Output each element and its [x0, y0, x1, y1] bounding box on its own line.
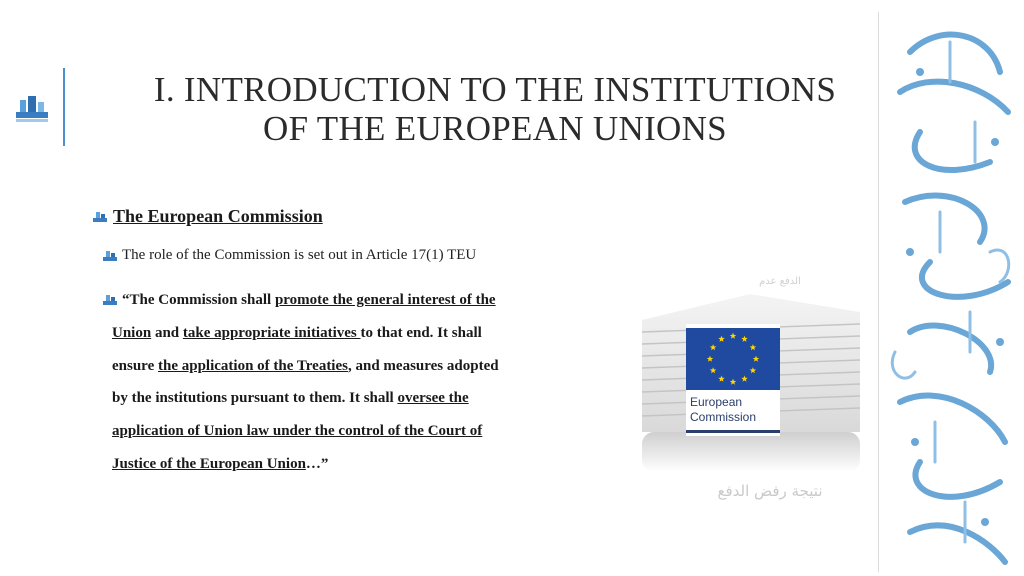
slide-bullet-icon: [102, 293, 118, 307]
sub-point: [102, 247, 476, 264]
quote-underlined: the application of the Treaties: [157, 357, 348, 374]
slide-bullet-icon: [102, 249, 118, 263]
title-divider: [63, 68, 65, 146]
quote-underlined: oversee the: [397, 390, 469, 407]
quote-underlined: take appropriate initiatives: [182, 324, 361, 341]
university-logo-icon: [14, 92, 50, 124]
section-heading: [92, 206, 323, 227]
decor-border: [878, 12, 879, 572]
quote-text: ensure: [112, 357, 158, 374]
quote-line-3: [102, 350, 602, 383]
faint-top-text: الدفع عدم: [759, 276, 801, 287]
quote-line-1: [102, 284, 602, 317]
quote-text: to that end. It shall: [360, 324, 482, 341]
quote-line-4: [102, 382, 602, 415]
title-line-2: OF THE EUROPEAN UNIONS: [263, 109, 727, 148]
quote-text: …”: [305, 455, 329, 472]
quote-underlined: application of Union law under the control of the Court of: [112, 423, 483, 440]
quote-line-2: [102, 317, 602, 350]
brand-line-1: European: [690, 395, 743, 409]
heading-text: The European Commission: [113, 206, 323, 226]
brand-line-2: Commission: [690, 410, 757, 424]
sub-point-text: The role of the Commission is set out in Article 17(1) TEU: [122, 247, 477, 263]
article-quote: [102, 284, 602, 481]
quote-underlined: promote the general interest of the: [274, 292, 496, 308]
quote-line-5: [102, 415, 602, 448]
quote-underlined: Justice of the European Union: [112, 455, 306, 472]
european-commission-image: [640, 272, 862, 477]
arabic-calligraphy-decoration: [880, 12, 1024, 572]
quote-underlined: Union: [112, 324, 152, 341]
quote-text: by the institutions pursuant to them. It shall: [112, 390, 398, 407]
quote-text: , and measures adopted: [347, 357, 499, 374]
quote-text: “The Commission shall: [122, 292, 275, 308]
arabic-caption: نتيجة رفض الدفع: [717, 482, 823, 500]
quote-line-6: [102, 448, 602, 481]
page-title: [100, 70, 890, 148]
quote-text: and: [151, 324, 183, 341]
slide-bullet-icon: [92, 210, 108, 224]
title-line-1: I. INTRODUCTION TO THE INSTITUTIONS: [153, 70, 837, 109]
